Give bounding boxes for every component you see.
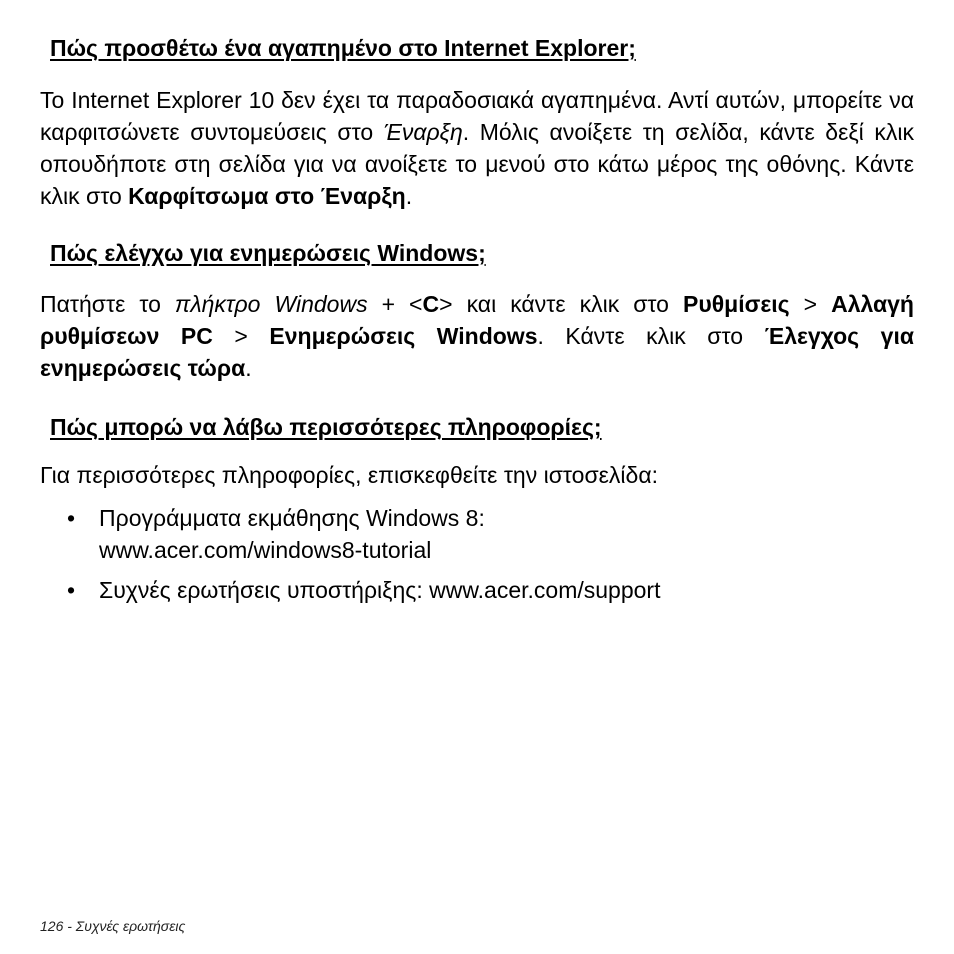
change-pc-settings-bold: Αλλαγή ρυθμίσεων PC — [40, 291, 914, 349]
list-item-url: www.acer.com/windows8-tutorial — [99, 537, 432, 563]
windows-key-italic: πλήκτρο Windows — [174, 291, 368, 317]
windows-update-bold: Ενημερώσεις Windows — [269, 323, 538, 349]
heading-windows-updates: Πώς ελέγχω για ενημερώσεις Windows; — [50, 240, 486, 266]
updates-sep-2: > — [212, 323, 270, 349]
updates-text-4: . Κάντε κλικ στο — [537, 323, 765, 349]
heading-favorites: Πώς προσθέτω ένα αγαπημένο στο Internet Explorer; — [50, 35, 636, 61]
updates-text-2: + < — [367, 291, 423, 317]
updates-end: . — [245, 355, 252, 381]
paragraph-favorites — [40, 84, 914, 212]
start-italic: Έναρξη — [383, 119, 463, 145]
list-item — [40, 502, 914, 566]
paragraph-favorites-text-2: . Μόλις ανοίξετε τη σελίδα, κάντε δεξί κλικ οπουδήποτε στη σελίδα για να ανοίξετε το μενού στο κάτω μέρος της οθόνης. Κάντε κλικ στο — [40, 119, 914, 209]
bullet-icon: • — [67, 505, 76, 531]
updates-text-3: > και κάντε κλικ στο — [439, 291, 683, 317]
paragraph-favorites-end: . — [405, 183, 413, 209]
check-for-updates-bold: Έλεγχος για ενημερώσεις τώρα — [40, 323, 914, 381]
bullet-icon: • — [67, 577, 76, 603]
updates-sep-1: > — [789, 291, 832, 317]
pin-to-start-bold: Καρφίτσωμα στο Έναρξη — [128, 183, 406, 209]
list-item-line1: Συχνές ερωτήσεις υποστήριξης: www.acer.com/support — [99, 577, 661, 603]
paragraph-favorites-text-1: Το Internet Explorer 10 δεν έχει τα παραδοσιακά αγαπημένα. Αντί αυτών, μπορείτε να καρφιτσώνετε συντομεύσεις στο — [40, 87, 914, 145]
paragraph-windows-updates — [40, 288, 914, 384]
settings-bold: Ρυθμίσεις — [682, 291, 790, 317]
paragraph-more-info-intro: Για περισσότερες πληροφορίες, επισκεφθείτε την ιστοσελίδα: — [40, 462, 659, 488]
list-item-line1: Προγράμματα εκμάθησης Windows 8: — [99, 505, 485, 531]
updates-text-1: Πατήστε το — [40, 291, 175, 317]
heading-more-info: Πώς μπορώ να λάβω περισσότερες πληροφορίες; — [50, 414, 602, 440]
page-footer: 126 - Συχνές ερωτήσεις — [40, 918, 186, 934]
list-item — [40, 574, 914, 606]
key-c-bold: C — [422, 291, 440, 317]
more-info-list — [40, 502, 914, 614]
